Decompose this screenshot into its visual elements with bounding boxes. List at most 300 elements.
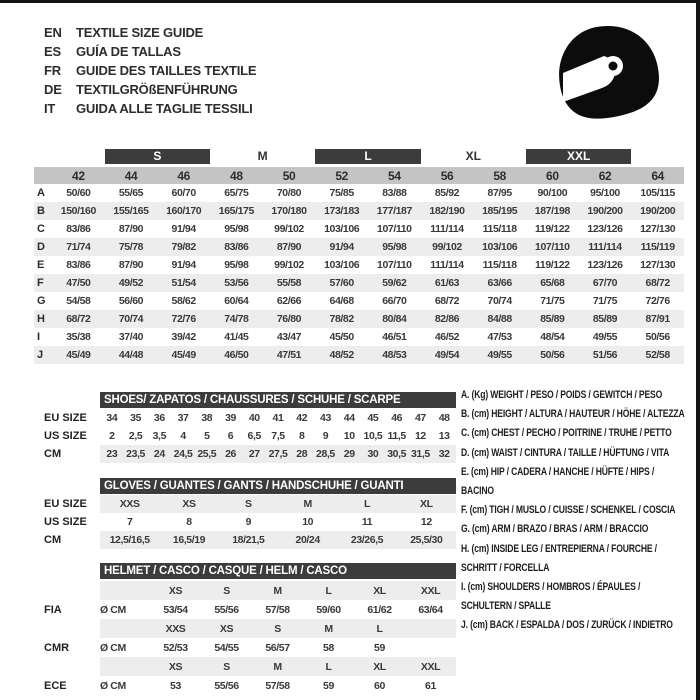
size-label: S [274,622,281,635]
value-cell: 103/106 [482,241,518,253]
value-cell: 70/80 [276,187,302,199]
value-cell: 190/200 [587,205,623,217]
size-label-50: 50 [282,168,296,183]
value-cell: 107/110 [377,259,412,271]
legend-item-i: I. (cm) SHOULDERS / HOMBROS / ÉPAULES / SCHULTERN / SPALLE [461,581,641,613]
value-cell: 127/130 [640,259,676,271]
value-cell: 24 [153,448,165,460]
legend-item-f: F. (cm) TIGH / MUSLO / CUISSE / SCHENKEL / COSCIA [461,504,676,517]
value-cell: 45/50 [329,331,354,343]
value-cell: 80/84 [382,313,407,325]
value-cell: 68/72 [434,295,460,307]
value-cell: 115/118 [482,223,517,235]
value-cell: 103/106 [324,223,360,235]
row-label: J [37,349,44,361]
helmet-size-row-cmr [34,619,456,638]
value-cell: 11 [361,516,373,528]
row-label: H [37,313,45,325]
language-code: FR [44,63,61,78]
value-cell: 27,5 [268,448,288,460]
value-cell: 41 [272,412,284,424]
value-cell: 12 [420,516,432,528]
size-group-s: S [105,149,210,164]
value-cell: 48 [438,412,450,424]
value-cell: 37 [177,412,189,424]
value-cell: 39/42 [171,331,196,343]
value-cell: 23/26,5 [350,534,384,546]
size-label-58: 58 [493,168,506,183]
value-cell: 51/54 [171,277,196,289]
standard-label: ECE [44,679,67,692]
value-cell: 107/110 [535,241,570,253]
value-cell: 190/200 [640,205,676,217]
row-label: A [37,187,45,199]
row-label: US SIZE [44,430,87,442]
value-cell: 56/60 [118,295,144,307]
size-label: L [325,660,332,673]
value-cell: 119/122 [535,223,570,235]
value-cell: 32 [438,448,450,460]
section-title-row [34,391,456,408]
section-title-row [34,477,456,494]
legend-item-j: J. (cm) BACK / ESPALDA / DOS / ZURÜCK / INDIETRO [461,619,673,632]
language-code: ES [44,44,61,59]
row-cells [100,531,456,549]
value-cell: 10 [302,516,314,528]
size-label-56: 56 [440,168,454,183]
section-title-bar: HELMET / CASCO / CASQUE / HELM / CASCO [100,563,456,579]
language-title: GUÍA DE TALLAS [76,44,181,59]
value-cell: 78/82 [329,313,354,325]
measure-row-c [34,220,684,238]
shoes-size-table [34,391,456,463]
value-cell: 54/58 [66,295,91,307]
value-cell: 45 [367,412,379,424]
size-label: M [324,622,333,635]
size-label: XXL [420,584,441,597]
value-cell: 37/40 [118,331,144,343]
language-code: EN [44,25,62,40]
value-cell: 45/49 [66,349,91,361]
value-cell: 58/62 [171,295,196,307]
language-row [44,42,256,61]
size-label: XS [168,584,183,597]
value-cell: 75/78 [118,241,144,253]
language-title: TEXTILE SIZE GUIDE [76,25,204,40]
value-cell: 29 [343,448,355,460]
value-cell: 49/52 [118,277,144,289]
value-cell: 7 [126,516,133,528]
value-cell: 107/110 [377,223,412,235]
value-cell: 24,5 [173,448,193,460]
value-cell: 60/64 [224,295,249,307]
value-cell: 4 [180,430,186,442]
row-label: F [37,277,44,289]
row-cells [100,600,456,619]
row-label: EU SIZE [44,412,87,424]
row-cells [100,657,456,676]
row-label: CM [44,448,62,460]
value-cell: 103/106 [324,259,360,271]
size-label-46: 46 [177,168,190,183]
value-cell: 115/119 [640,241,675,253]
value-cell: 41/45 [224,331,249,343]
size-label-60: 60 [546,168,559,183]
value-cell: 71/75 [592,295,618,307]
value-cell: 65/75 [224,187,249,199]
row-cells [100,427,456,445]
value-cell: 82/86 [434,313,460,325]
value-cell: 12,5/16,5 [109,534,150,546]
language-title: GUIDA ALLE TAGLIE TESSILI [76,101,253,116]
value-cell: 38 [201,412,213,424]
size-row-us-size [34,427,456,445]
value-cell: 10,5 [363,430,383,442]
value-cell: 87/90 [118,259,144,271]
value-cell: 35/38 [66,331,91,343]
value-cell: 46/51 [382,331,407,343]
value-cell: 43 [320,412,331,424]
size-header-row [34,167,684,184]
value-cell: 20/24 [295,534,320,546]
value-cell: 177/187 [376,205,412,217]
size-row-us-size [34,513,456,531]
value-cell: 53/54 [163,603,188,616]
row-cells [100,619,456,638]
value-cell: 90/100 [537,187,568,199]
row-label: C [37,223,45,235]
value-cell: 87/91 [645,313,670,325]
value-cell: 25,5 [197,448,217,460]
main-size-table [34,149,684,364]
row-label: B [37,205,45,217]
size-label: M [273,584,282,597]
value-cell: 72/76 [171,313,196,325]
value-cell: 16,5/19 [172,534,206,546]
value-cell: 58 [323,641,334,654]
measure-row-h [34,310,684,328]
value-cell: 83/86 [66,259,91,271]
racing-helmet-icon [546,21,668,125]
value-cell: 13 [438,430,450,442]
value-cell: M [303,498,312,510]
value-cell: 45/49 [171,349,196,361]
value-cell: XXS [119,498,140,510]
value-cell: 2 [109,430,115,442]
language-row [44,99,256,118]
value-cell: 51/56 [592,349,618,361]
value-cell: 64/68 [329,295,354,307]
helmet-standard-row-ece [34,676,456,695]
value-cell: 85/92 [434,187,460,199]
value-cell: 87/90 [276,241,302,253]
row-cells [100,581,456,600]
value-cell: 95/98 [224,259,249,271]
value-cell: 91/94 [171,223,196,235]
value-cell: 61 [425,679,436,692]
size-label-48: 48 [230,168,243,183]
value-cell: 74/78 [224,313,249,325]
row-label: E [37,259,45,271]
value-cell: 5 [204,430,210,442]
value-cell: 84/88 [487,313,512,325]
value-cell: 7,5 [271,430,285,442]
measure-row-g [34,292,684,310]
standard-label: FIA [44,603,62,616]
measure-row-i [34,328,684,346]
row-label: CM [44,534,62,546]
gloves-size-table [34,477,456,549]
value-cell: 111/114 [588,241,622,253]
measure-row-e [34,256,684,274]
value-cell: 59 [323,679,334,692]
value-cell: 48/52 [329,349,354,361]
size-group-xl: XL [465,149,481,163]
value-cell: 68/72 [66,313,91,325]
language-code: IT [44,101,56,116]
value-cell: 46/50 [224,349,249,361]
value-cell: 60 [374,679,385,692]
helmet-size-row-fia [34,581,456,600]
value-cell: 34 [106,412,118,424]
value-cell: 95/100 [590,187,620,199]
value-cell: 95/98 [224,223,249,235]
value-cell: 3,5 [152,430,167,442]
size-group-xxl: XXL [526,149,631,164]
value-cell: 43/47 [276,331,302,343]
value-cell: 52/58 [645,349,670,361]
value-cell: 50/56 [645,331,670,343]
value-cell: 49/55 [592,331,618,343]
size-label: XXS [165,622,186,635]
value-cell: 63/64 [418,603,443,616]
value-cell: 75/85 [329,187,354,199]
value-cell: 28,5 [316,448,335,460]
size-label-62: 62 [598,168,612,183]
value-cell: 72/76 [645,295,670,307]
value-cell: 6 [227,430,234,442]
row-label: US SIZE [44,516,87,528]
value-cell: 11,5 [387,430,406,442]
value-cell: 83/86 [224,241,249,253]
size-row-eu-size [34,495,456,513]
diameter-unit: Ø CM [100,641,126,654]
value-cell: 59/60 [316,603,341,616]
row-cells [100,513,456,531]
value-cell: 71/75 [540,295,565,307]
row-cells [100,495,456,513]
value-cell: 91/94 [329,241,354,253]
size-label: XL [373,584,386,597]
value-cell: 85/89 [540,313,565,325]
value-cell: 57/58 [265,603,290,616]
value-cell: 182/190 [429,205,465,217]
value-cell: 60/70 [171,187,196,199]
value-cell: 76/80 [276,313,302,325]
size-label-54: 54 [388,168,401,183]
value-cell: 170/180 [271,205,307,217]
value-cell: 12 [414,430,426,442]
language-row [44,80,256,99]
value-cell: 57/60 [329,277,354,289]
value-cell: 83/86 [66,223,91,235]
value-cell: 42 [296,412,308,424]
value-cell: 123/126 [587,259,623,271]
size-label-42: 42 [72,168,85,183]
value-cell: 30 [367,448,379,460]
helmet-standard-row-cmr [34,638,456,657]
measurement-legend [461,386,689,636]
legend-item-d: D. (cm) WAIST / CINTURA / TAILLE / HÜFTUNG / VITA [461,446,670,459]
value-cell: 57/58 [265,679,290,692]
value-cell: 44 [343,412,355,424]
value-cell: 25,5/30 [410,534,443,546]
language-row [44,23,256,42]
value-cell: 70/74 [487,295,512,307]
language-title: TEXTILGRÖßENFÜHRUNG [76,82,238,97]
row-label: EU SIZE [44,498,87,510]
value-cell: 49/55 [487,349,512,361]
value-cell: 44/48 [118,349,144,361]
measure-row-f [34,274,684,292]
value-cell: 165/175 [218,205,254,217]
size-label: L [325,584,332,597]
measure-row-b [34,202,684,220]
value-cell: 52/53 [163,641,188,654]
language-list [44,23,256,118]
section-title-bar: SHOES/ ZAPATOS / CHAUSSURES / SCHUHE / SCARPE [100,392,456,408]
value-cell: 123/126 [587,223,623,235]
row-label: G [37,295,46,307]
size-row-cm [34,445,456,463]
size-row-cm [34,531,456,549]
value-cell: 59/62 [382,277,407,289]
size-group-row [34,149,684,164]
value-cell: 47 [414,412,426,424]
value-cell: 127/130 [640,223,676,235]
size-label: XS [219,622,234,635]
value-cell: 47/53 [487,331,512,343]
language-title: GUIDE DES TAILLES TEXTILE [76,63,257,78]
size-label: L [376,622,383,635]
value-cell: 9 [245,516,252,528]
value-cell: 23 [106,448,118,460]
measure-row-d [34,238,684,256]
value-cell: 67/70 [592,277,618,289]
language-code: DE [44,82,62,97]
value-cell: 26 [225,448,236,460]
value-cell: 87/90 [118,223,144,235]
section-title-bar: GLOVES / GUANTES / GANTS / HANDSCHUHE / GUANTI [100,478,456,494]
value-cell: 99/102 [274,223,304,235]
row-label: D [37,241,45,253]
size-label: XS [168,660,183,673]
value-cell: 65/68 [540,277,565,289]
value-cell: 36 [153,412,165,424]
legend-item-h: H. (cm) INSIDE LEG / ENTREPIERNA / FOURCHE / SCHRITT / FORCELLA [461,542,657,574]
value-cell: 53 [170,679,181,692]
value-cell: 55/58 [276,277,302,289]
value-cell: 50/56 [540,349,565,361]
value-cell: 31,5 [410,448,430,460]
value-cell: 55/65 [118,187,144,199]
value-cell: 55/56 [214,679,239,692]
value-cell: 99/102 [274,259,304,271]
value-cell: 111/114 [430,259,464,271]
value-cell: 28 [296,448,308,460]
value-cell: 55/56 [214,603,239,616]
value-cell: 62/66 [276,295,302,307]
value-cell: 30,5 [387,448,407,460]
size-label-52: 52 [335,168,348,183]
value-cell: 39 [225,412,236,424]
value-cell: XL [420,498,433,510]
value-cell: 71/74 [66,241,91,253]
value-cell: 9 [322,430,329,442]
size-label: M [273,660,282,673]
helmet-size-table [34,561,456,695]
value-cell: 27 [248,448,260,460]
section-title-row [34,561,456,580]
value-cell: 61/63 [434,277,460,289]
size-label: XXL [420,660,441,673]
value-cell: 48/54 [540,331,565,343]
value-cell: 105/115 [640,187,675,199]
value-cell: 46 [391,412,403,424]
legend-item-e: E. (cm) HIP / CADERA / HANCHE / HÜFTE / HIPS / BACINO [461,465,655,498]
size-label: XL [373,660,386,673]
size-label-64: 64 [651,168,664,183]
diameter-unit: Ø CM [100,679,126,692]
value-cell: 40 [248,412,260,424]
value-cell: 119/122 [535,259,570,271]
value-cell: 83/88 [382,187,407,199]
value-cell: 10 [343,430,355,442]
value-cell: 185/195 [482,205,518,217]
value-cell: 47/50 [66,277,91,289]
value-cell: 8 [186,516,192,528]
value-cell: 8 [299,430,305,442]
value-cell: 79/82 [171,241,196,253]
measure-row-j [34,346,684,364]
value-cell: 47/51 [276,349,302,361]
value-cell: 150/160 [60,205,96,217]
size-group-m: M [257,149,268,163]
value-cell: 70/74 [118,313,144,325]
diameter-unit: Ø CM [100,603,126,616]
value-cell: 35 [130,412,142,424]
value-cell: 66/70 [382,295,407,307]
value-cell: 61/62 [367,603,392,616]
value-cell: 59 [374,641,385,654]
size-label: S [223,660,230,673]
value-cell: 187/198 [534,205,570,217]
value-cell: S [245,498,252,510]
value-cell: 2,5 [128,430,143,442]
legend-item-a: A. (Kg) WEIGHT / PESO / POIDS / GEWITCH / PESO [461,389,663,401]
language-row [44,61,256,80]
measure-row-a [34,184,684,202]
value-cell: 6,5 [247,430,261,442]
legend-item-b: B. (cm) HEIGHT / ALTURA / HAUTEUR / HÖHE / ALTEZZA [461,408,685,421]
value-cell: 54/55 [214,641,239,654]
value-cell: 115/118 [482,259,517,271]
value-cell: 173/183 [324,205,360,217]
row-cells [100,409,456,427]
value-cell: 48/53 [382,349,407,361]
helmet-standard-row-fia [34,600,456,619]
legend-item-g: G. (cm) ARM / BRAZO / BRAS / ARM / BRACCIO [461,523,649,536]
